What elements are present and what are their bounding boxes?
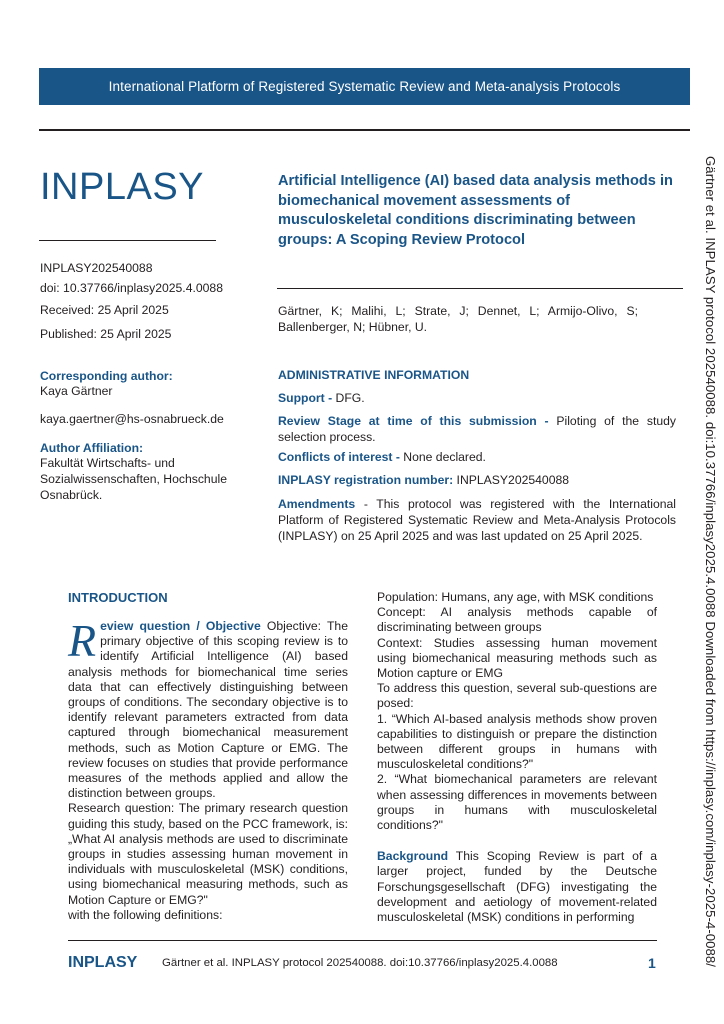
affiliation-heading: Author Affiliation: (40, 441, 144, 455)
reg-label: INPLASY registration number: (278, 473, 454, 487)
side-citation: Gärtner et al. INPLASY protocol 202540088. doi:10.37766/inplasy2025.4.0088 Downloaded from https://inplasy.com/inplasy-2025-4-0088/ (703, 156, 718, 968)
objective-label: eview question / Objective (100, 619, 261, 633)
admin-support (278, 390, 678, 406)
amend-label: Amendments (278, 497, 356, 511)
admin-stage (278, 413, 676, 445)
amend-value: - This protocol was registered with the International Platform of Registered Systematic Review and Meta-Analysis Protocols (INPLASY) on 25 April 2025 and was last updated on 25 April 2025. (278, 497, 676, 543)
concept: Concept: AI analysis methods capable of discriminating between groups (377, 605, 657, 635)
reg-value: INPLASY202540088 (453, 473, 570, 487)
meta-received: Received: 25 April 2025 (40, 303, 169, 317)
objective-text: Objective: The primary objective of this scoping review is to identify Artificial Intelligence (AI) based analysis methods for biomechanical time series data that can effectively distinguishing between groups of conditions. The secondary objective is to identify relevant parameters extracted from data captured through biomechanical measurement methods, such as Motion Capture or EMG. The review focuses on studies that provide performance measures of the methods applied and allow the distinction between groups. (68, 619, 348, 801)
conflicts-label: Conflicts of interest - (278, 450, 400, 464)
article-title: Artificial Intelligence (AI) based data analysis methods in biomechanical movement assessments of musculoskeletal conditions discriminating between groups: A Scoping Review Protocol (278, 173, 673, 248)
admin-heading: ADMINISTRATIVE INFORMATION (278, 368, 470, 382)
conflicts-value: None declared. (399, 450, 486, 464)
admin-registration (278, 472, 678, 488)
context: Context: Studies assessing human movement using biomechanical measuring methods such as Motion capture or EMG (377, 635, 657, 681)
intro-objective (68, 615, 348, 801)
authors: Gärtner, K; Malihi, L; Strate, J; Dennet, L; Armijo-Olivo, S; Ballenberger, N; Hübner, U. (278, 304, 638, 334)
footer-citation: Gärtner et al. INPLASY protocol 202540088. doi:10.37766/inplasy2025.4.0088 (162, 957, 558, 969)
support-label: Support - (278, 391, 333, 405)
stage-label: Review Stage at time of this submission - (278, 414, 549, 428)
page-number: 1 (648, 955, 656, 971)
brand-logo: INPLASY (40, 166, 205, 208)
stage-value: Piloting of the study selection process. (278, 414, 676, 444)
research-question: Research question: The primary research question guiding this study, based on the PCC framework, is: „What AI analysis methods are used to discriminate groups in studies assessing human movement in individuals with musculoskeletal (MSK) conditions, using biomechanical measuring methods, such as Motion Capture or EMG?" (68, 801, 348, 907)
corresponding-email[interactable]: kaya.gaertner@hs-osnabrueck.de (40, 412, 224, 426)
background-text: This Scoping Review is part of a larger project, funded by the Deutsche Forschungsgesellschaft (DFG) investigating the development and aetiology of movement-related musculoskeletal (MSK) conditions in performing (377, 849, 657, 925)
top-rule (39, 129, 690, 131)
footer-rule (68, 940, 657, 941)
right-column (377, 590, 657, 925)
dropcap-letter: R (68, 615, 97, 666)
meta-id: INPLASY202540088 (40, 261, 153, 275)
sub-question-1: 1. “Which AI-based analysis methods show proven capabilities to distinguish or prepare the distinction between different groups in humans with musculoskeletal conditions?" (377, 711, 657, 772)
sub-questions-intro: To address this question, several sub-questions are posed: (377, 681, 657, 711)
left-rule (39, 240, 216, 241)
intro-column (68, 615, 348, 923)
support-value: DFG. (332, 391, 365, 405)
affiliation-text: Fakultät Wirtschafts- und Sozialwissenschaften, Hochschule Osnabrück. (40, 456, 227, 502)
definitions-intro: with the following definitions: (68, 907, 223, 922)
sub-question-2: 2. “What biomechanical parameters are relevant when assessing differences in movements between groups in humans with musculoskeletal conditions?" (377, 772, 657, 833)
corresponding-heading: Corresponding author: (40, 369, 173, 383)
footer-brand: INPLASY (68, 954, 138, 971)
population: Population: Humans, any age, with MSK conditions (377, 590, 654, 604)
title-rule (277, 288, 683, 289)
header-banner: International Platform of Registered Systematic Review and Meta-analysis Protocols (39, 68, 690, 105)
admin-conflicts (278, 449, 678, 465)
background-paragraph (377, 849, 657, 925)
background-label: Background (377, 849, 449, 864)
corresponding-name: Kaya Gärtner (40, 384, 113, 398)
meta-published: Published: 25 April 2025 (40, 327, 172, 341)
intro-heading: INTRODUCTION (68, 590, 168, 605)
admin-amendments (278, 496, 676, 544)
meta-doi[interactable]: doi: 10.37766/inplasy2025.4.0088 (40, 281, 223, 295)
